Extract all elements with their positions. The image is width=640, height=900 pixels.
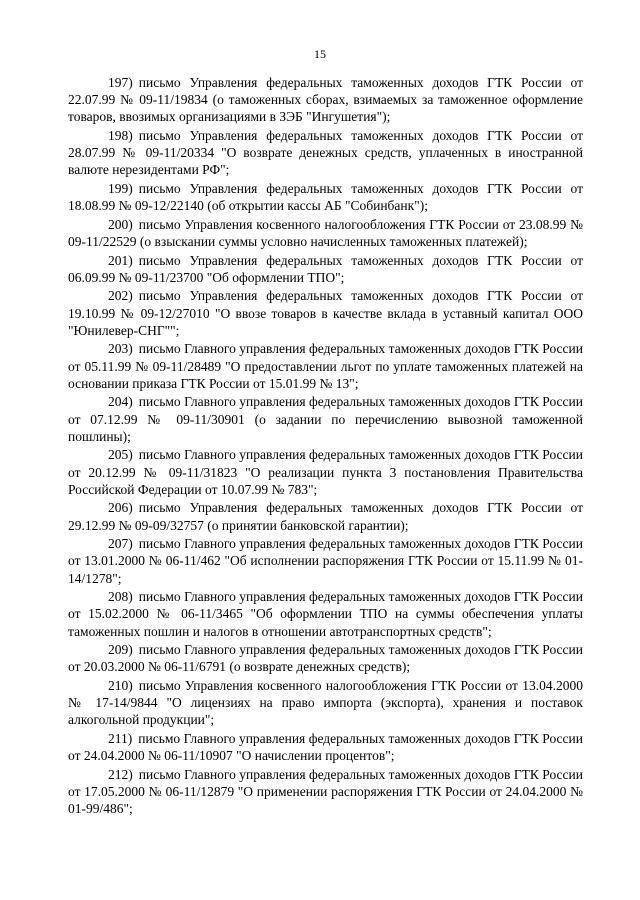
- list-item: [68, 180, 583, 214]
- item-number: 206): [108, 500, 133, 516]
- list-item: [68, 393, 583, 445]
- list-item: [68, 766, 583, 818]
- item-number: 207): [108, 536, 133, 552]
- item-number: 200): [108, 216, 133, 232]
- list-item: [68, 340, 583, 392]
- item-number: 199): [108, 181, 133, 196]
- item-text: письмо Главного управления федеральных таможенных доходов ГТК России от 07.12.99 № 09-11/30901 (о задании по перечислению вывозной таможенной пошлины);: [68, 394, 583, 444]
- item-text: письмо Главного управления федеральных таможенных доходов ГТК России от 20.12.99 № 09-11/31823 "О реализации пункта 3 постановления Правительства Российской Федерации от 10.07.99 № 783";: [68, 447, 583, 497]
- item-text: письмо Управления федеральных таможенных доходов ГТК России от 19.10.99 № 09-12/27010 "О ввозе товаров в качестве вклада в уставный капитал ООО "Юнилевер-СНГ"";: [68, 288, 583, 338]
- item-number: 209): [108, 642, 133, 658]
- document-body: [68, 74, 583, 819]
- item-text: письмо Главного управления федеральных таможенных доходов ГТК России от 05.11.99 № 09-11/28489 "О предоставлении льгот по уплате таможенных платежей на основании приказа ГТК России от 15.01.99 № 13";: [68, 341, 583, 391]
- list-item: [68, 730, 583, 764]
- item-text: письмо Управления федеральных таможенных доходов ГТК России от 18.08.99 № 09-12/22140 (об открытии кассы АБ "Собинбанк");: [68, 181, 583, 214]
- item-number: 208): [108, 589, 133, 605]
- item-text: письмо Главного управления федеральных таможенных доходов ГТК России от 17.05.2000 № 06-11/12879 "О применении распоряжения ГТК России от 24.04.2000 № 01-99/486";: [68, 766, 583, 817]
- item-text: письмо Управления федеральных таможенных доходов ГТК России от 29.12.99 № 09-09/32757 (о принятии банковской гарантии);: [68, 500, 583, 533]
- item-text: письмо Главного управления федеральных таможенных доходов ГТК России от 24.04.2000 № 06-11/10907 "О начислении процентов";: [68, 730, 583, 764]
- item-number: 203): [108, 341, 133, 357]
- list-item: [68, 74, 583, 126]
- list-item: [68, 499, 583, 533]
- item-text: письмо Управления федеральных таможенных доходов ГТК России от 28.07.99 № 09-11/20334 "О возврате денежных средств, уплаченных в иностранной валюте нерезидентами РФ";: [68, 128, 583, 178]
- list-item: [68, 446, 583, 498]
- list-item: [68, 535, 583, 587]
- list-item: [68, 641, 583, 675]
- item-text: письмо Управления косвенного налогообложения ГТК России от 13.04.2000 № 17-14/9844 "О лицензиях на право импорта (экспорта), хранения и поставок алкогольной продукции";: [68, 677, 583, 728]
- list-item: [68, 127, 583, 179]
- item-text: письмо Главного управления федеральных таможенных доходов ГТК России от 20.03.2000 № 06-11/6791 (о возврате денежных средств);: [68, 642, 583, 675]
- item-text: письмо Главного управления федеральных таможенных доходов ГТК России от 15.02.2000 № 06-11/3465 "Об оформлении ТПО на суммы обеспечения уплаты таможенных пошлин и налогов в отношении автотранспортных средств";: [68, 589, 583, 639]
- list-item: [68, 677, 583, 729]
- item-number: 204): [108, 394, 133, 410]
- item-number: 205): [108, 447, 133, 463]
- list-item: [68, 287, 583, 339]
- item-number: 201): [108, 252, 133, 268]
- item-number: 212): [108, 766, 133, 782]
- item-number: 211): [108, 730, 133, 746]
- list-item: [68, 216, 583, 250]
- item-number: 198): [108, 128, 133, 143]
- item-number: 202): [108, 288, 133, 304]
- item-text: письмо Главного управления федеральных таможенных доходов ГТК России от 13.01.2000 № 06-11/462 "Об исполнении распоряжения ГТК России от 15.11.99 № 01-14/1278";: [68, 536, 583, 586]
- list-item: [68, 252, 583, 286]
- item-text: письмо Управления федеральных таможенных доходов ГТК России от 22.07.99 № 09-11/19834 (о таможенных сборах, взимаемых за таможенное оформление товаров, ввозимых организациями в ЗЭБ "Ингушетия");: [68, 75, 583, 125]
- item-number: 210): [108, 677, 133, 693]
- item-text: письмо Управления федеральных таможенных доходов ГТК России от 06.09.99 № 09-11/23700 "Об оформлении ТПО";: [68, 252, 583, 285]
- item-text: письмо Управления косвенного налогообложения ГТК России от 23.08.99 № 09-11/22529 (о взыскании суммы условно начисленных таможенных платежей);: [68, 216, 583, 249]
- page-number: 15: [314, 47, 326, 61]
- list-item: [68, 588, 583, 640]
- item-number: 197): [108, 75, 133, 90]
